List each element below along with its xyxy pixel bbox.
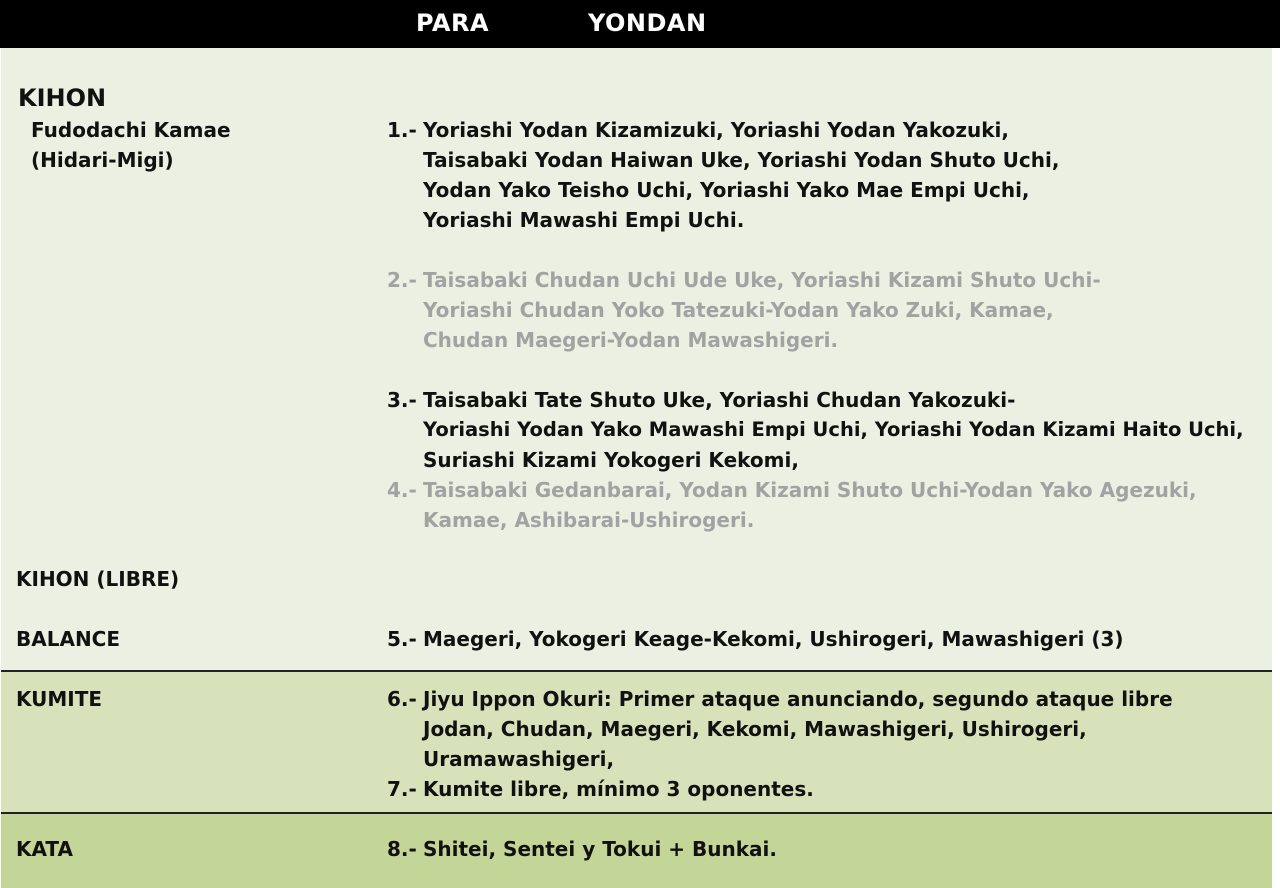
- item-text: Kamae, Ashibarai-Ushirogeri.: [423, 508, 755, 532]
- item-number: 1.-: [387, 118, 417, 142]
- item-text: Taisabaki Tate Shuto Uke, Yoriashi Chudan Yakozuki-: [423, 388, 1016, 412]
- item-text: Suriashi Kizami Yokogeri Kekomi,: [423, 448, 799, 472]
- item-number: 7.-: [387, 777, 417, 801]
- item-text: Taisabaki Gedanbarai, Yodan Kizami Shuto Uchi-Yodan Yako Agezuki,: [423, 478, 1197, 502]
- kihon-label: KIHON: [18, 84, 107, 112]
- kumite-label: KUMITE: [16, 687, 103, 711]
- item-number: 8.-: [387, 837, 417, 861]
- page-header: [0, 0, 1280, 48]
- item-text: Chudan Maegeri-Yodan Mawashigeri.: [423, 328, 839, 352]
- kihon-stance-side: (Hidari-Migi): [31, 148, 174, 172]
- item-text: Yodan Yako Teisho Uchi, Yoriashi Yako Mae Empi Uchi,: [423, 178, 1030, 202]
- item-text: Maegeri, Yokogeri Keage-Kekomi, Ushirogeri, Mawashigeri (3): [423, 627, 1124, 651]
- item-text: Taisabaki Yodan Haiwan Uke, Yoriashi Yodan Shuto Uchi,: [423, 148, 1060, 172]
- item-text: Yoriashi Yodan Yako Mawashi Empi Uchi, Yoriashi Yodan Kizami Haito Uchi,: [423, 418, 1244, 441]
- item-text: Yoriashi Chudan Yoko Tatezuki-Yodan Yako Zuki, Kamae,: [423, 298, 1054, 322]
- header-yondan: YONDAN: [588, 9, 707, 37]
- item-text: Taisabaki Chudan Uchi Ude Uke, Yoriashi Kizami Shuto Uchi-: [423, 268, 1101, 292]
- item-text: Jiyu Ippon Okuri: Primer ataque anunciando, segundo ataque libre: [423, 687, 1173, 711]
- item-number: 4.-: [387, 478, 417, 502]
- balance-label: BALANCE: [16, 627, 121, 651]
- item-text: Yoriashi Mawashi Empi Uchi.: [423, 208, 745, 232]
- item-number: 3.-: [387, 388, 417, 412]
- item-text: Shitei, Sentei y Tokui + Bunkai.: [423, 837, 777, 861]
- item-text: Jodan, Chudan, Maegeri, Kekomi, Mawashigeri, Ushirogeri,: [423, 717, 1087, 741]
- item-number: 6.-: [387, 687, 417, 711]
- item-text: Yoriashi Yodan Kizamizuki, Yoriashi Yodan Yakozuki,: [423, 118, 1009, 142]
- item-text: Uramawashigeri,: [423, 747, 615, 771]
- header-para: PARA: [416, 9, 490, 37]
- kihon-stance: Fudodachi Kamae: [31, 118, 231, 142]
- item-number: 2.-: [387, 268, 417, 292]
- kihon-libre-label: KIHON (LIBRE): [16, 567, 180, 591]
- item-text: Kumite libre, mínimo 3 oponentes.: [423, 777, 814, 801]
- right-margin: [1272, 48, 1280, 888]
- item-number: 5.-: [387, 627, 417, 651]
- kata-label: KATA: [16, 837, 73, 861]
